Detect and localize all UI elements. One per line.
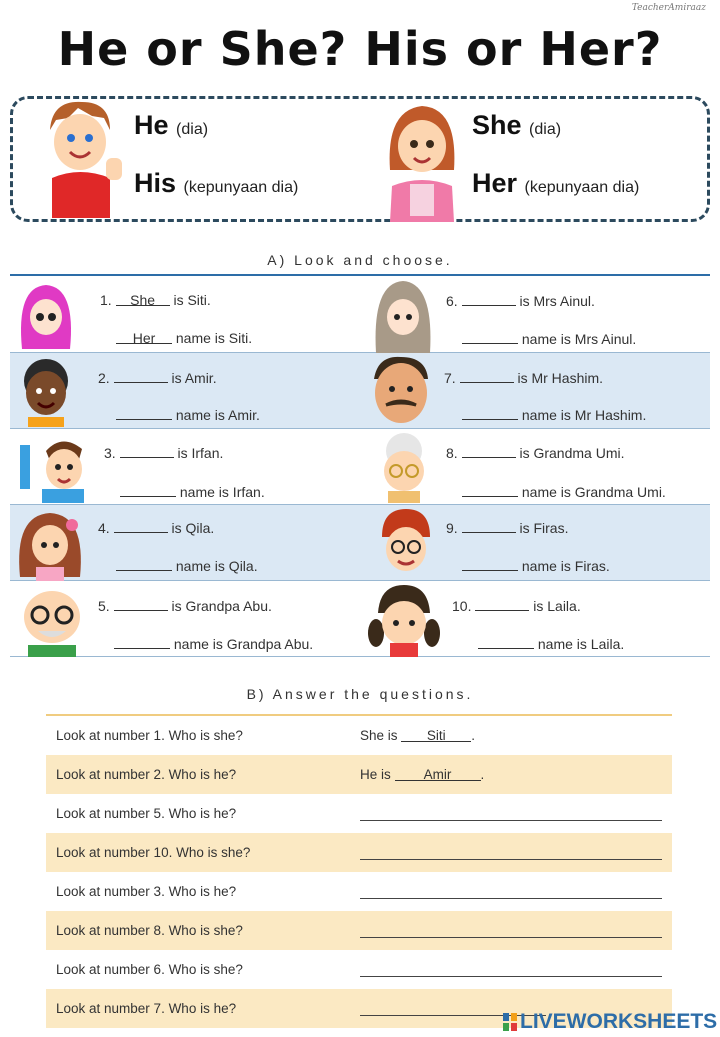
answer-blank[interactable]: Her: [116, 330, 172, 344]
answer-blank[interactable]: [116, 557, 172, 571]
answer-blank[interactable]: [462, 406, 518, 420]
item-5-line-2: name is Grandpa Abu.: [114, 635, 313, 652]
answer-blank[interactable]: [462, 557, 518, 571]
item-5-line-1: 5. is Grandpa Abu.: [98, 598, 272, 614]
answer-blank[interactable]: [114, 519, 168, 533]
item-4-line-1: 4. is Qila.: [98, 520, 215, 536]
section-a-heading: A) Look and choose.: [267, 252, 453, 268]
answer-blank[interactable]: [460, 369, 514, 383]
grandpa-avatar: [10, 585, 94, 657]
item-1-line-2: Her name is Siti.: [116, 330, 252, 346]
item-8-line-1: 8. is Grandma Umi.: [446, 445, 625, 461]
credit-signature: TeacherAmiraaz: [631, 3, 706, 13]
boy-thumbs-up-image: [38, 96, 124, 222]
question-text: Look at number 1. Who is she?: [56, 728, 243, 743]
answer-line[interactable]: [360, 937, 662, 938]
answer-blank[interactable]: [120, 444, 174, 458]
question-text: Look at number 7. Who is he?: [56, 1001, 237, 1016]
question-text: Look at number 6. Who is she?: [56, 962, 243, 977]
item-7-line-2: name is Mr Hashim.: [462, 406, 646, 423]
boy-avatar: [16, 357, 76, 427]
answer-blank[interactable]: [114, 369, 168, 383]
question-text: Look at number 3. Who is he?: [56, 884, 237, 899]
legend-her: Her (kepunyaan dia): [472, 168, 640, 198]
man-mustache-avatar: [368, 355, 434, 427]
answer-filled: He is Amir .: [360, 767, 485, 782]
question-text: Look at number 10. Who is she?: [56, 845, 251, 860]
answer-blank[interactable]: Amir: [395, 767, 481, 781]
answer-blank[interactable]: [462, 519, 516, 533]
item-3-line-2: name is Irfan.: [120, 483, 265, 500]
liveworksheets-brand[interactable]: LIVEWORKSHEETS: [520, 1010, 718, 1033]
item-1-line-1: 1. She is Siti.: [100, 292, 211, 308]
question-row: [46, 755, 672, 794]
answer-line[interactable]: [360, 820, 662, 821]
answer-blank[interactable]: [462, 483, 518, 497]
item-10-line-1: 10. is Laila.: [452, 598, 581, 614]
girl-image: [384, 100, 460, 222]
girl-hijab-avatar: [16, 281, 76, 351]
girl-flower-avatar: [14, 507, 86, 581]
answer-line[interactable]: [360, 859, 662, 860]
answer-blank[interactable]: [116, 406, 172, 420]
liveworksheets-logo-icon: [503, 1013, 517, 1031]
section-b-heading: B) Answer the questions.: [246, 686, 474, 702]
item-10-line-2: name is Laila.: [478, 635, 624, 652]
item-6-line-1: 6. is Mrs Ainul.: [446, 293, 595, 309]
question-row: [46, 716, 672, 755]
legend-he: He (dia): [134, 110, 209, 140]
answer-filled: She is Siti .: [360, 728, 476, 743]
question-row: [46, 833, 672, 872]
question-text: Look at number 5. Who is he?: [56, 806, 237, 821]
answer-blank[interactable]: [462, 444, 516, 458]
answer-blank[interactable]: [114, 635, 170, 649]
item-9-line-1: 9. is Firas.: [446, 520, 569, 536]
item-3-line-1: 3. is Irfan.: [104, 445, 224, 461]
answer-blank[interactable]: [478, 635, 534, 649]
answer-blank[interactable]: Siti: [401, 728, 471, 742]
question-row: [46, 794, 672, 833]
answer-blank[interactable]: [120, 483, 176, 497]
item-7-line-1: 7. is Mr Hashim.: [444, 370, 604, 386]
boy-glasses-avatar: [378, 507, 434, 581]
item-9-line-2: name is Firas.: [462, 557, 610, 574]
item-2-line-1: 2. is Amir.: [98, 370, 217, 386]
answer-blank[interactable]: She: [116, 292, 170, 306]
answer-line[interactable]: [360, 1015, 546, 1016]
question-row: [46, 950, 672, 989]
answer-line[interactable]: [360, 976, 662, 977]
grandma-avatar: [372, 431, 436, 503]
question-text: Look at number 2. Who is he?: [56, 767, 237, 782]
worksheet-title: He or She? His or Her?: [57, 22, 663, 76]
legend-his: His (kepunyaan dia): [134, 168, 299, 198]
answer-blank[interactable]: [114, 597, 168, 611]
answer-blank[interactable]: [475, 597, 529, 611]
answer-blank[interactable]: [462, 292, 516, 306]
question-text: Look at number 8. Who is she?: [56, 923, 243, 938]
girl-pigtails-avatar: [366, 583, 442, 657]
answer-line[interactable]: [360, 898, 662, 899]
legend-she: She (dia): [472, 110, 562, 140]
item-4-line-2: name is Qila.: [116, 557, 258, 574]
question-row: [46, 911, 672, 950]
item-8-line-2: name is Grandma Umi.: [462, 483, 666, 500]
section-a-divider: [10, 274, 710, 276]
boy-waving-avatar: [12, 433, 88, 503]
item-6-line-2: name is Mrs Ainul.: [462, 330, 636, 347]
answer-blank[interactable]: [462, 330, 518, 344]
woman-hijab-avatar: [372, 279, 434, 353]
item-2-line-2: name is Amir.: [116, 406, 260, 423]
question-row: [46, 872, 672, 911]
